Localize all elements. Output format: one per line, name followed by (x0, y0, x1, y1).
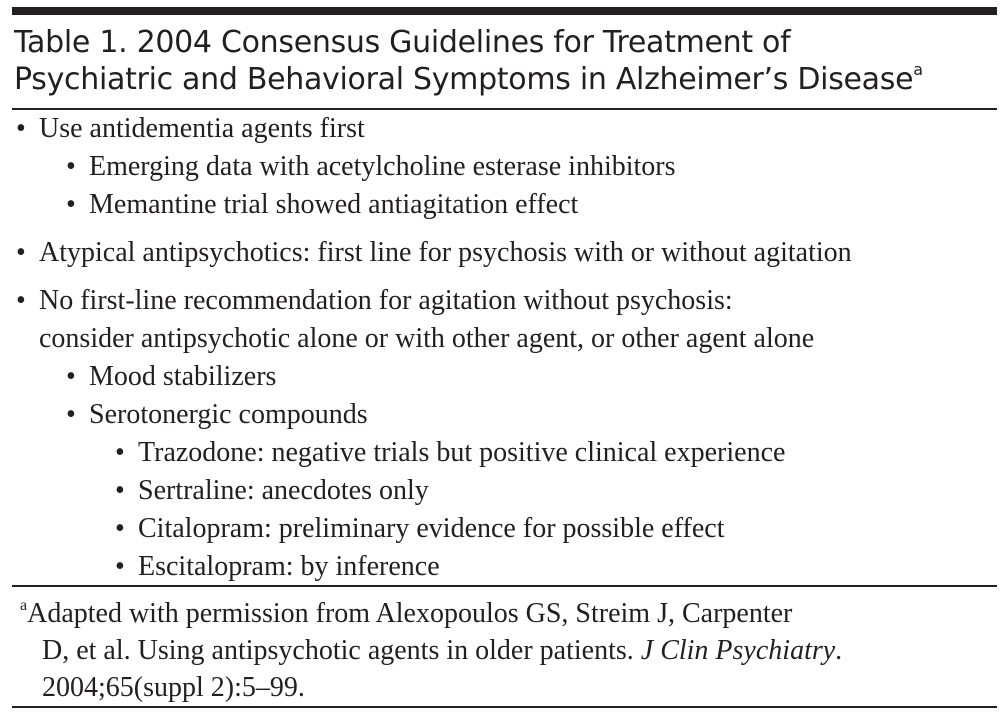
list-item-text: Emerging data with acetylcholine esterase inhibitors (89, 151, 676, 182)
bullet-marker: • (115, 551, 125, 582)
footnote-line-2-end: . (835, 635, 843, 666)
title-footnote-marker: a (913, 60, 924, 79)
table-title (14, 24, 999, 98)
list-item-text: Escitalopram: by inference (138, 551, 440, 582)
footnote-line-2 (20, 632, 995, 669)
bullet-marker: • (66, 399, 76, 430)
bullet-marker: • (115, 437, 125, 468)
footnote (20, 595, 995, 706)
list-item-text: Use antidementia agents first (39, 113, 365, 144)
bullet-marker: • (115, 513, 125, 544)
table-title-line-2 (14, 61, 999, 98)
table-title-line-1: Table 1. 2004 Consensus Guidelines for Treatment of (14, 25, 791, 60)
bullet-marker: • (66, 189, 76, 220)
top-rule (12, 7, 997, 15)
table-title-line-2-text: Psychiatric and Behavioral Symptoms in Alzheimer’s Disease (14, 62, 914, 97)
bullet-marker: • (66, 361, 76, 392)
bullet-marker: • (115, 475, 125, 506)
list-item-text: Sertraline: anecdotes only (138, 475, 429, 506)
footnote-divider (12, 585, 997, 587)
list-item-text: Memantine trial showed antiagitation effect (89, 189, 579, 220)
bullet-marker: • (16, 285, 26, 316)
footnote-line-2-text: D, et al. Using antipsychotic agents in older patients. (42, 635, 641, 666)
footnote-line-3: 2004;65(suppl 2):5–99. (42, 672, 305, 703)
bullet-marker: • (16, 237, 26, 268)
list-item-text: No first-line recommendation for agitation without psychosis: (39, 285, 733, 316)
title-divider (12, 108, 997, 110)
footnote-line-1-text: Adapted with permission from Alexopoulos GS, Streim J, Carpenter (27, 598, 793, 629)
footnote-journal: J Clin Psychiatry (640, 635, 836, 666)
list-item-text: Mood stabilizers (89, 361, 277, 392)
bottom-rule (12, 706, 997, 708)
list-item-text: Citalopram: preliminary evidence for possible effect (138, 513, 725, 544)
list-item-text: Trazodone: negative trials but positive clinical experience (138, 437, 786, 468)
list-item-text: Serotonergic compounds (89, 399, 368, 430)
list-item-text: consider antipsychotic alone or with other agent, or other agent alone (39, 323, 815, 354)
footnote-line-1 (20, 595, 995, 632)
list-item-text: Atypical antipsychotics: first line for psychosis with or without agitation (39, 237, 852, 268)
footnote-marker: a (20, 597, 28, 614)
bullet-marker: • (16, 113, 26, 144)
bullet-marker: • (66, 151, 76, 182)
